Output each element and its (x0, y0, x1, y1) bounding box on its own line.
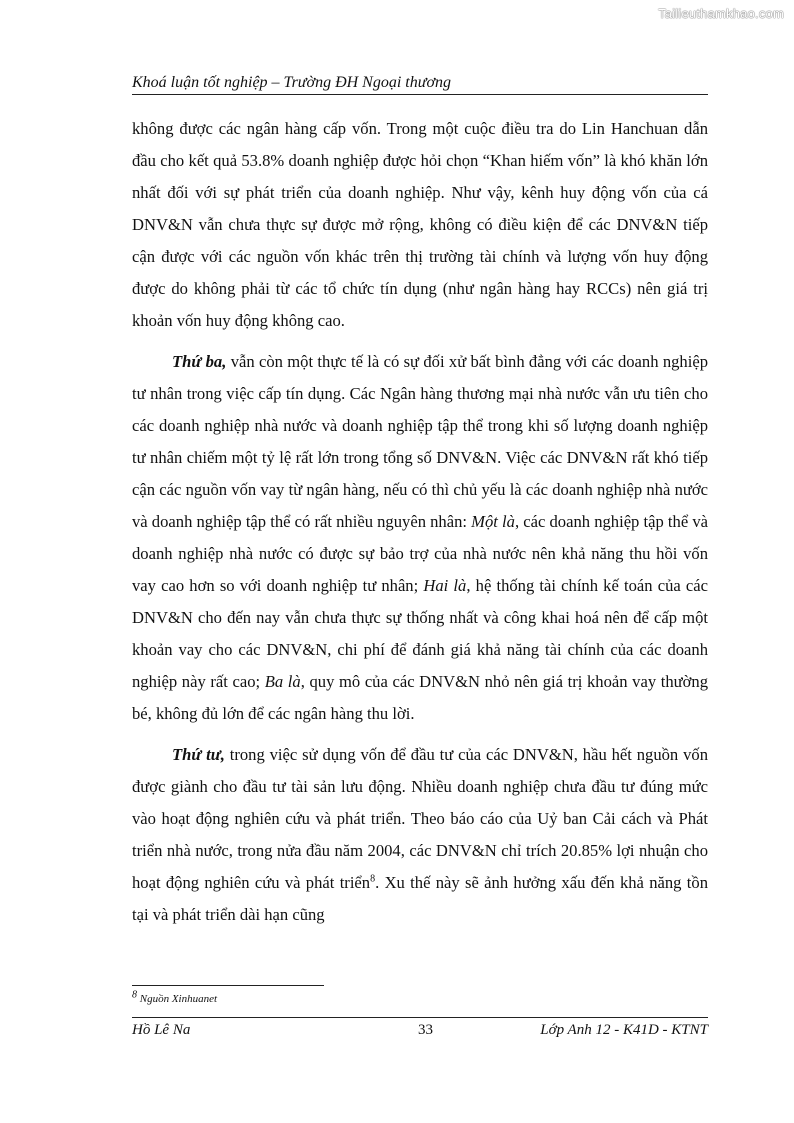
footnote-text: Nguồn Xinhuanet (137, 993, 218, 1005)
reason-two-label: Hai là (423, 576, 467, 595)
watermark: Tailieuthamkhao.com (658, 6, 784, 21)
footer-author: Hồ Lê Na (132, 1022, 191, 1038)
footnote-mark: 8 (132, 989, 137, 1001)
paragraph-3-text-a: trong việc sử dụng vốn để đầu tư của các DNV&N, hầu hết nguồn vốn được giành cho đầu tư tài sản lưu động. Nhiều doanh nghiệp chưa đầu tư đúng mức vào hoạt động nghiên cứu và phát triển. Theo báo cáo của Uỷ ban Cải cách và Phát triển nhà nước, trong nửa đầu năm 2004, các DNV&N chỉ trích 20.85% lợi nhuận cho hoạt động nghiên cứu và phát triển (132, 745, 708, 892)
paragraph-3 (132, 739, 708, 931)
document-body (132, 113, 708, 940)
reason-three-label: Ba là (264, 672, 301, 691)
paragraph-2-text-c: , hệ thống tài chính kế toán của các DNV&N cho đến nay vẫn chưa thực sự thống nhất và công khai hoá nên để cấp một khoản vay cho các DNV&N, chi phí để đánh giá khả năng tài chính của các doanh nghiệp này rất cao; (132, 576, 709, 691)
paragraph-3-text-b: . Xu thế này sẽ ảnh hưởng xấu đến khả năng tồn tại và phát triển dài hạn cũng (132, 873, 708, 924)
footer-class: Lớp Anh 12 - K41D - KTNT (540, 1022, 708, 1038)
page-number: 33 (418, 1022, 433, 1038)
paragraph-2-text-b: , các doanh nghiệp tập thể và doanh nghiệp nhà nước có được sự bảo trợ của nhà nước nên khả năng thu hồi vốn vay cao hơn so với doanh nghiệp tư nhân; (132, 512, 709, 595)
paragraph-2-text-a: vẫn còn một thực tế là có sự đối xử bất bình đẳng với các doanh nghiệp tư nhân trong việc cấp tín dụng. Các Ngân hàng thương mại nhà nước vẫn ưu tiên cho các doanh nghiệp nhà nước và doanh nghiệp tập thể trong khi số lượng doanh nghiệp tư nhân chiếm một tỷ lệ rất lớn trong tổng số DNV&N. Việc các DNV&N rất khó tiếp cận các nguồn vốn vay từ ngân hàng, nếu có thì chủ yếu là các doanh nghiệp nhà nước và doanh nghiệp tập thể có rất nhiều nguyên nhân: (132, 352, 708, 531)
page-footer (132, 1017, 708, 1042)
reason-one-label: Một là (471, 512, 515, 531)
paragraph-2-text-d: , quy mô của các DNV&N nhỏ nên giá trị khoản vay thường bé, không đủ lớn để các ngân hàng thu lời. (132, 672, 709, 723)
footnote-reference[interactable]: 8 (370, 873, 376, 885)
paragraph-3-lead: Thứ tư, (172, 745, 225, 764)
page-header: Khoá luận tốt nghiệp – Trường ĐH Ngoại thương (132, 74, 708, 95)
footnote (132, 989, 218, 1005)
paragraph-1: không được các ngân hàng cấp vốn. Trong một cuộc điều tra do Lin Hanchuan dẫn đầu cho kết quả 53.8% doanh nghiệp được hỏi chọn “Khan hiếm vốn” là khó khăn lớn nhất đối với sự phát triển của doanh nghiệp. Như vậy, kênh huy động vốn của cá DNV&N vẫn chưa thực sự được mở rộng, không có điều kiện để các DNV&N tiếp cận được với các nguồn vốn khác trên thị trường tài chính và lượng vốn huy động được do không phải từ các tổ chức tín dụng (như ngân hàng hay RCCs) nên giá trị khoản vốn huy động không cao. (132, 119, 708, 330)
paragraph-2-lead: Thứ ba, (172, 352, 227, 371)
footnote-divider (132, 985, 324, 986)
paragraph-2 (132, 346, 708, 730)
